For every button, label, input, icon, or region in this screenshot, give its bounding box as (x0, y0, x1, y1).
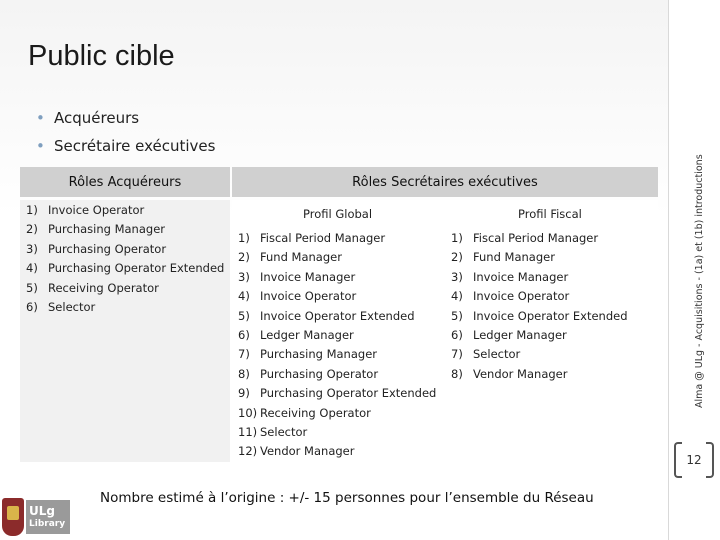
role-label: Invoice Manager (260, 269, 356, 284)
role-label: Purchasing Operator Extended (48, 261, 225, 276)
role-item (238, 287, 436, 306)
role-number: 6) (451, 328, 463, 343)
role-label: Receiving Operator (48, 280, 159, 295)
role-number: 9) (238, 386, 250, 401)
role-number: 4) (451, 289, 463, 304)
role-number: 2) (238, 250, 250, 265)
role-number: 5) (451, 308, 463, 323)
footer-note: Nombre estimé à l’origine : +/- 15 personnes pour l’ensemble du Réseau (100, 490, 594, 506)
role-item (26, 298, 224, 317)
role-item (238, 442, 436, 461)
role-number: 7) (451, 347, 463, 362)
role-label: Ledger Manager (260, 328, 354, 343)
role-label: Vendor Manager (473, 366, 568, 381)
role-number: 1) (451, 231, 463, 245)
role-label: Selector (473, 347, 521, 362)
profil-fiscal-role-list (451, 229, 628, 384)
role-item (238, 268, 436, 287)
role-number: 5) (238, 308, 250, 323)
role-label: Receiving Operator (260, 405, 371, 420)
logo-line2: Library (29, 519, 66, 529)
role-item (238, 248, 436, 267)
role-item (238, 404, 436, 423)
role-number: 8) (451, 366, 463, 381)
profil-fiscal-header: Profil Fiscal (518, 207, 582, 221)
slide-title: Public cible (28, 40, 175, 72)
role-number: 4) (238, 289, 250, 304)
role-number: 10) (238, 405, 258, 420)
role-label: Invoice Operator (473, 289, 570, 304)
role-label: Selector (48, 300, 96, 315)
role-item (238, 365, 436, 384)
role-item (451, 229, 628, 248)
role-label: Purchasing Operator (260, 366, 379, 381)
role-item (451, 345, 628, 364)
role-label: Purchasing Operator (48, 241, 167, 256)
role-label: Fiscal Period Manager (473, 231, 599, 245)
profil-global-role-list (238, 229, 436, 462)
role-item (451, 307, 628, 326)
role-item (26, 279, 224, 298)
role-item (451, 365, 628, 384)
role-label: Invoice Operator (260, 289, 357, 304)
role-item (238, 229, 436, 248)
profil-global-header: Profil Global (303, 207, 373, 221)
role-number: 3) (26, 241, 38, 256)
role-item (451, 248, 628, 267)
role-item (26, 201, 224, 220)
role-number: 6) (238, 328, 250, 343)
acquereurs-role-list (26, 201, 224, 317)
role-label: Invoice Manager (473, 269, 569, 284)
role-number: 3) (451, 269, 463, 284)
role-label: Ledger Manager (473, 328, 567, 343)
role-number: 6) (26, 300, 38, 315)
role-number: 12) (238, 444, 258, 459)
role-label: Selector (260, 425, 308, 440)
role-item (451, 268, 628, 287)
bullet-list (36, 104, 215, 160)
role-item (26, 220, 224, 239)
role-label: Purchasing Manager (260, 347, 377, 362)
acquereurs-header: Rôles Acquéreurs (20, 167, 230, 197)
role-item (238, 307, 436, 326)
role-label: Invoice Operator Extended (260, 308, 415, 323)
page-number: 12 (672, 440, 716, 480)
sidebar-footer-text: Alma @ ULg - Acquisitions - (1a) et (1b) introductions (694, 154, 705, 408)
role-number: 8) (238, 366, 250, 381)
role-number: 2) (451, 250, 463, 265)
secretaires-header: Rôles Secrétaires exécutives (232, 167, 658, 197)
role-item (238, 326, 436, 345)
bullet-item: • Acquéreurs (36, 104, 215, 132)
role-label: Fund Manager (473, 250, 555, 265)
role-label: Invoice Operator (48, 203, 145, 217)
bullet-item: • Secrétaire exécutives (36, 132, 215, 160)
role-number: 1) (238, 231, 250, 245)
logo-text-box (26, 500, 70, 534)
role-item (451, 287, 628, 306)
ulg-library-logo (0, 496, 72, 540)
role-item (238, 423, 436, 442)
role-number: 7) (238, 347, 250, 362)
ulg-crest-icon (2, 498, 24, 536)
role-number: 4) (26, 261, 38, 276)
role-item (26, 240, 224, 259)
role-number: 1) (26, 203, 38, 217)
role-label: Purchasing Manager (48, 222, 165, 237)
role-number: 2) (26, 222, 38, 237)
role-number: 3) (238, 269, 250, 284)
role-number: 5) (26, 280, 38, 295)
role-item (451, 326, 628, 345)
role-label: Fiscal Period Manager (260, 231, 386, 245)
logo-line1: ULg (29, 504, 55, 518)
role-label: Purchasing Operator Extended (260, 386, 437, 401)
role-label: Vendor Manager (260, 444, 355, 459)
role-label: Fund Manager (260, 250, 342, 265)
role-item (26, 259, 224, 278)
role-item (238, 345, 436, 364)
role-item (238, 384, 436, 403)
role-number: 11) (238, 425, 258, 440)
role-label: Invoice Operator Extended (473, 308, 628, 323)
